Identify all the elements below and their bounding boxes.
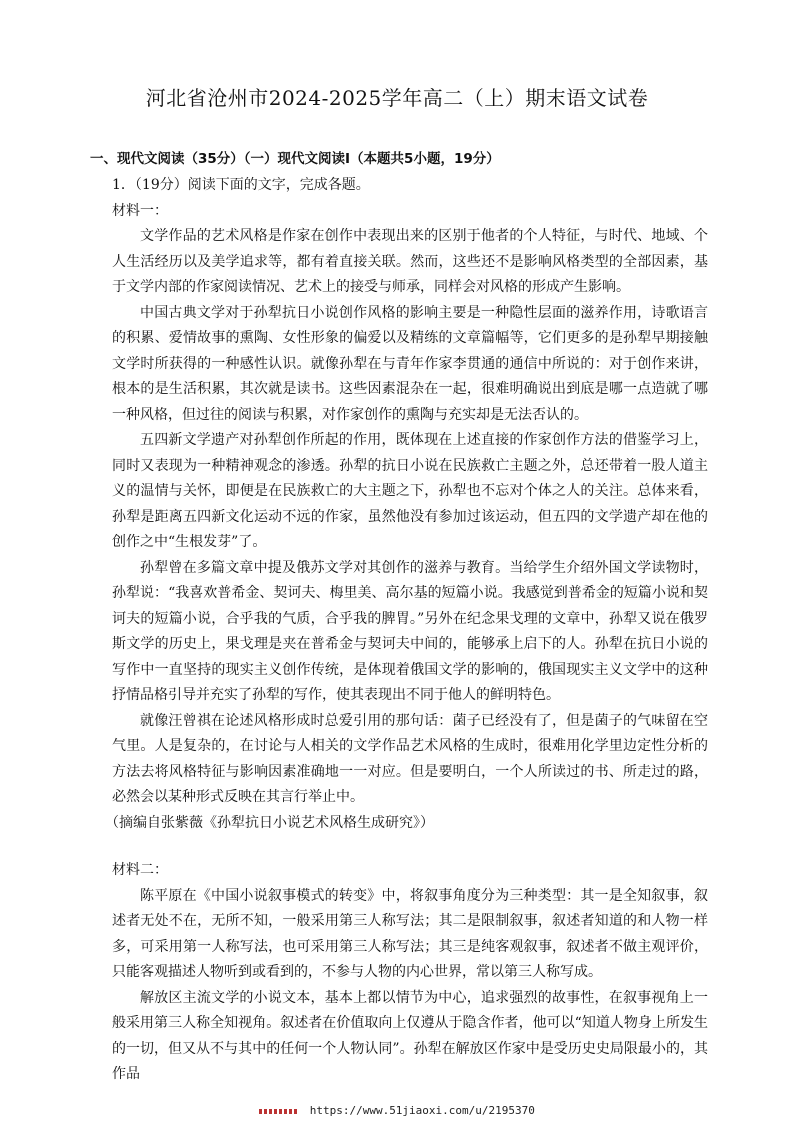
exam-title: 河北省沧州市2024-2025学年高二（上）期末语文试卷 [145,86,649,110]
material-1-paragraph: 五四新文学遗产对孙犁创作所起的作用，既体现在上述直接的作家创作方法的借鉴学习上，同时又表现为一种精神观念的渗透。孙犁的抗日小说在民族救亡主题之外，总还带着一股人道主义的温情与关怀，即便是在民族救亡的大主题之下，孙犁也不忘对个体之人的关注。总体来看，孙犁是距离五四新文化运动不远的作家，虽然他没有参加过该运动，但五四的文学遗产却在他的创作之中“生根发芽”了。 [112,432,708,550]
page-footer [0,1104,794,1117]
question-1-prompt: 1．（19分）阅读下面的文字，完成各题。 [112,177,370,193]
material-2-paragraph: 陈平原在《中国小说叙事模式的转变》中，将叙事角度分为三种类型：其一是全知叙事，叙述者无处不在，无所不知，一般采用第三人称写法；其二是限制叙事，叙述者知道的和人物一样多，可采用第一人称写法，也可采用第三人称写法；其三是纯客观叙事，叙述者不做主观评价，只能客观描述人物听到或看到的，不参与人物的内心世界，常以第三人称写成。 [112,887,708,980]
material-2-paragraph: 解放区主流文学的小说文本，基本上都以情节为中心，追求强烈的故事性，在叙事视角上一般采用第三人称全知视角。叙述者在价值取向上仅遵从于隐含作者，他可以“知道人物身上所发生的一切，但又从不与其中的任何一个人物认同”。孙犁在解放区作家中是受历史史局限最小的，其作品 [112,989,708,1082]
material-1-paragraph: 就像汪曾祺在论述风格形成时总爱引用的那句话：菌子已经没有了，但是菌子的气味留在空气里。人是复杂的，在讨论与人相关的文学作品艺术风格的生成时，很难用化学里边定性分析的方法去将风格特征与影响因素准确地一一对应。但是要明白，一个人所读过的书、所走过的路，必然会以某种形式反映在其言行举止中。 [112,712,708,805]
footer-url-link[interactable]: https://www.51jiaoxi.com/u/2195370 [309,1104,535,1117]
material-1-paragraph: 孙犁曾在多篇文章中提及俄苏文学对其创作的滋养与教育。当给学生介绍外国文学读物时，孙犁说：“我喜欢普希金、契诃夫、梅里美、高尔基的短篇小说。我感觉到普希金的短篇小说和契诃夫的短篇小说，合乎我的气质，合乎我的脾胃。”另外在纪念果戈理的文章中，孙犁又说在俄罗斯文学的历史上，果戈理是夹在普希金与契诃夫中间的，能够承上启下的人。孙犁在抗日小说的写作中一直坚持的现实主义创作传统，是体现着俄国文学的影响的，俄国现实主义文学中的这种抒情品格引导并充实了孙犁的写作，使其表现出不同于他人的鲜明特色。 [112,559,708,703]
material-1-label: 材料一： [112,202,168,219]
material-1-source: （摘编自张紫薇《孙犁抗日小说艺术风格生成研究》） [105,814,434,831]
spacer [112,836,708,858]
material-1-paragraph: 文学作品的艺术风格是作家在创作中表现出来的区别于他者的个人特征，与时代、地域、个人生活经历以及美学追求等，都有着直接关联。然而，这些还不是影响风格类型的全部因素，基于文学内部的作家阅读情况、艺术上的接受与师承，同样会对风格的形成产生影响。 [112,228,708,295]
question-block [105,173,708,1088]
material-2-label: 材料二： [112,862,168,878]
material-1-paragraph: 中国古典文学对于孙犁抗日小说创作风格的影响主要是一种隐性层面的滋养作用，诗歌语言的积累、爱情故事的熏陶、女性形象的偏爱以及精练的文章篇幅等，它们更多的是孙犁早期接触文学时所获得的一种感性认识。就像孙犁在与青年作家李贯通的通信中所说的：对于创作来讲，根本的是生活积累，其次就是读书。这些因素混杂在一起，很难明确说出到底是哪一点造就了哪一种风格，但过往的阅读与积累，对作家创作的熏陶与充实却是无法否认的。 [112,304,708,423]
section-heading: 一、现代文阅读（35分）（一）现代文阅读Ⅰ（本题共5小题，19分） [90,151,500,167]
site-logo-icon [259,1109,297,1114]
